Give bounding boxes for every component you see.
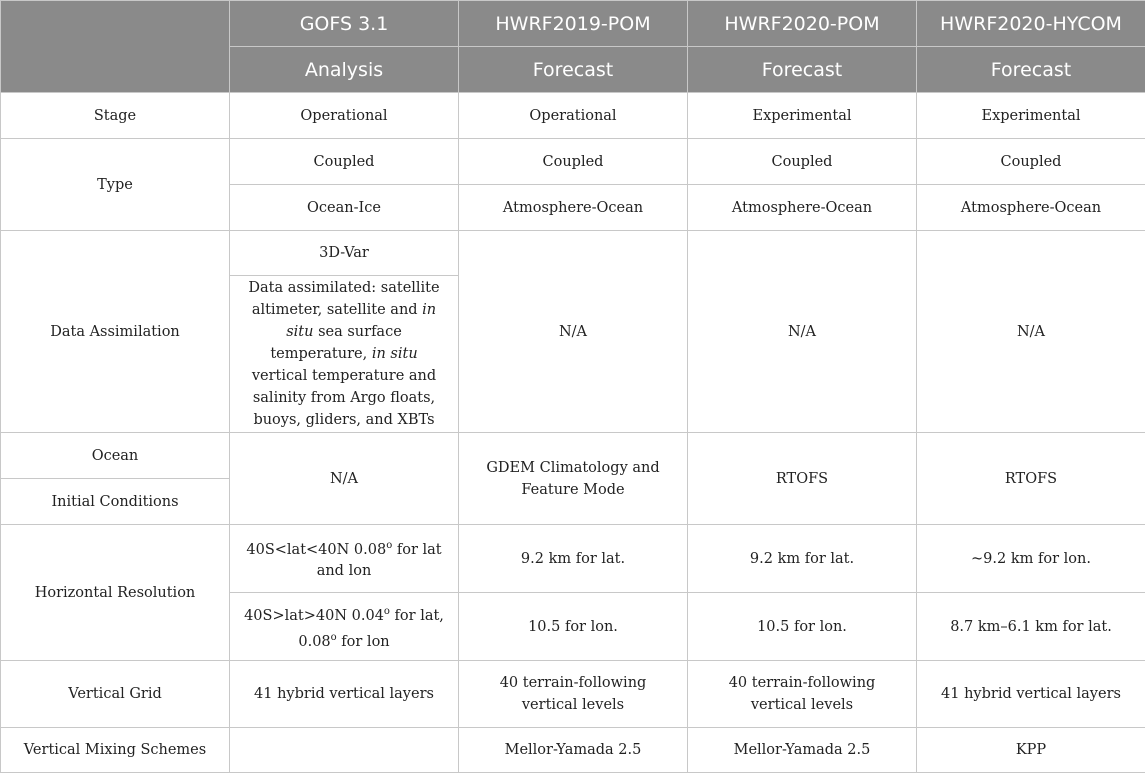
table-cell: Operational	[459, 93, 688, 139]
assimilated-text-3: vertical temperature and salinity from Argo floats, buoys, gliders, and XBTs	[252, 368, 436, 428]
table-cell: Operational	[230, 93, 459, 139]
table-row-vertical-grid	[1, 661, 1145, 728]
row-label-vertical-mixing: Vertical Mixing Schemes	[1, 728, 230, 773]
table-row-data-assimilation-1	[1, 231, 1145, 276]
header-corner-cell	[1, 1, 230, 93]
header-hwrf2019-pom: HWRF2019-POM	[459, 1, 688, 47]
table-cell: N/A	[688, 231, 917, 433]
table-cell: Atmosphere-Ocean	[688, 185, 917, 231]
header-mode-hwrf2020-hycom: Forecast	[917, 47, 1145, 93]
header-mode-hwrf2020-pom: Forecast	[688, 47, 917, 93]
table-cell-superscript: 40S<lat<40N 0.08$^o$ for lat and lon	[230, 525, 459, 593]
table-cell: 10.5 for lon.	[459, 593, 688, 661]
table-cell: RTOFS	[917, 433, 1145, 525]
table-cell: 41 hybrid vertical layers	[917, 661, 1145, 728]
table-cell: Coupled	[688, 139, 917, 185]
row-label-initial-conditions: Initial Conditions	[1, 479, 230, 525]
header-gofs: GOFS 3.1	[230, 1, 459, 47]
row-label-ocean: Ocean	[1, 433, 230, 479]
row-label-type: Type	[1, 139, 230, 231]
table-row-vertical-mixing	[1, 728, 1145, 773]
assimilated-italic-2: in situ	[372, 346, 418, 362]
row-label-vertical-grid: Vertical Grid	[1, 661, 230, 728]
table-cell: 8.7 km–6.1 km for lat.	[917, 593, 1145, 661]
row-label-stage: Stage	[1, 93, 230, 139]
table-cell: 40 terrain-following vertical levels	[688, 661, 917, 728]
table-cell: Experimental	[688, 93, 917, 139]
table-cell: N/A	[230, 433, 459, 525]
table-cell: KPP	[917, 728, 1145, 773]
table-cell: N/A	[459, 231, 688, 433]
table-cell: 40 terrain-following vertical levels	[459, 661, 688, 728]
row-label-horizontal-resolution: Horizontal Resolution	[1, 525, 230, 661]
header-mode-hwrf2019-pom: Forecast	[459, 47, 688, 93]
table-cell: RTOFS	[688, 433, 917, 525]
assimilated-text-1: Data assimilated: satellite altimeter, satellite and	[248, 280, 439, 318]
table-header	[1, 1, 1145, 93]
table-body	[1, 93, 1145, 773]
table-cell: 41 hybrid vertical layers	[230, 661, 459, 728]
table-row-initial-conditions-1	[1, 433, 1145, 479]
assimilated-text-2: sea surface temperature,	[270, 324, 401, 362]
assimilated-italic-1: in situ	[286, 302, 436, 340]
table-row-stage	[1, 93, 1145, 139]
table-cell: Coupled	[917, 139, 1145, 185]
table-cell: Coupled	[459, 139, 688, 185]
table-cell-superscript: 40S>lat>40N 0.04$^o$ for lat, 0.08$^o$ for lon	[230, 593, 459, 661]
table-cell: Ocean-Ice	[230, 185, 459, 231]
table-cell	[230, 728, 459, 773]
table-cell: 9.2 km for lat.	[688, 525, 917, 593]
header-mode-gofs: Analysis	[230, 47, 459, 93]
row-label-data-assimilation: Data Assimilation	[1, 231, 230, 433]
table-cell: 10.5 for lon.	[688, 593, 917, 661]
header-row-models	[1, 1, 1145, 47]
table-cell: Coupled	[230, 139, 459, 185]
table-cell: Mellor-Yamada 2.5	[688, 728, 917, 773]
table-cell: Atmosphere-Ocean	[459, 185, 688, 231]
table-cell-assimilated-data	[230, 276, 459, 433]
header-hwrf2020-pom: HWRF2020-POM	[688, 1, 917, 47]
table-cell: N/A	[917, 231, 1145, 433]
table-cell: Mellor-Yamada 2.5	[459, 728, 688, 773]
table-row-horizontal-resolution-1	[1, 525, 1145, 593]
table-row-type-1	[1, 139, 1145, 185]
header-hwrf2020-hycom: HWRF2020-HYCOM	[917, 1, 1145, 47]
table-cell: GDEM Climatology and Feature Mode	[459, 433, 688, 525]
table-cell: 9.2 km for lat.	[459, 525, 688, 593]
table-cell-3dvar: 3D-Var	[230, 231, 459, 276]
table-cell: ~9.2 km for lon.	[917, 525, 1145, 593]
table-cell: Atmosphere-Ocean	[917, 185, 1145, 231]
table-cell: Experimental	[917, 93, 1145, 139]
